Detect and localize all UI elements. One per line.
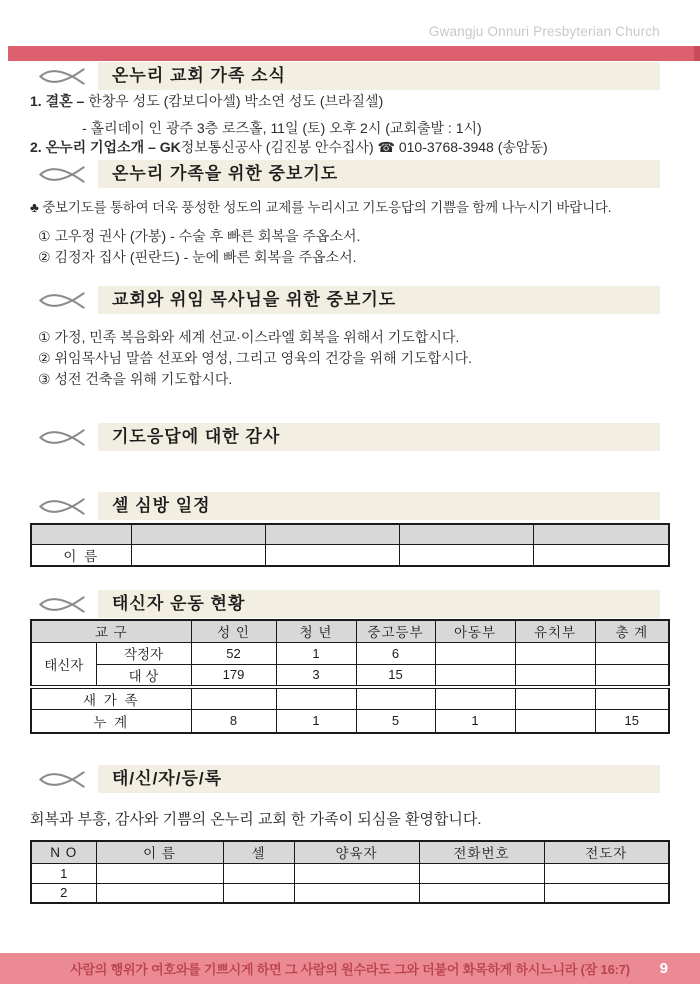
news-item-1-text: 한창우 성도 (캄보디아셀) 박소연 성도 (브라질셀) <box>88 93 384 109</box>
news-item-2 <box>30 139 548 156</box>
news-item-2-suffix: (송암동) <box>497 139 548 155</box>
section-title-registration: 태/신/자/등/록 <box>98 765 660 793</box>
cell-visit-name-label: 이 름 <box>31 544 131 566</box>
fish-icon <box>38 496 86 517</box>
cell-visit-empty-cell <box>131 544 265 566</box>
table-cell <box>515 710 595 733</box>
col-header-adult: 성 인 <box>191 620 276 642</box>
news-item-1-detail: - 홀리데이 인 광주 3층 로즈홀, 11일 (토) 오후 2시 (교회출발 : 1시) <box>82 120 482 136</box>
section-title-taesinja: 태신자 운동 현황 <box>98 590 660 618</box>
col-header-name: 이 름 <box>96 841 223 863</box>
cell-visit-empty-cell <box>533 544 669 566</box>
row-label-committed: 작정자 <box>96 642 191 664</box>
section-header-registration <box>38 765 660 793</box>
taesinja-table <box>30 619 670 734</box>
table-cell: 1 <box>276 710 356 733</box>
section-title-cell-visit: 셀 심방 일정 <box>98 492 660 520</box>
registration-empty-cell <box>223 863 294 883</box>
footer-verse: 사람의 행위가 여호와를 기쁘시게 하면 그 사람의 원수라도 그와 더불어 화목하게 하시느니라 (잠 16:7) <box>70 962 630 977</box>
section-header-thanks <box>38 423 660 451</box>
top-accent-bar <box>8 46 694 61</box>
col-header-cell: 셀 <box>223 841 294 863</box>
news-item-1-label: 1. 결혼 – <box>30 93 85 109</box>
row-label-newfamily: 새 가 족 <box>31 687 191 710</box>
diagonal-header-cell <box>31 524 131 544</box>
cell-visit-header-cell <box>533 524 669 544</box>
col-header-no: N O <box>31 841 96 863</box>
cell-visit-header-cell <box>131 524 265 544</box>
registration-empty-cell <box>419 883 544 903</box>
section-header-family-news <box>38 62 660 90</box>
table-cell <box>356 687 435 710</box>
row-label-cumulative: 누 계 <box>31 710 191 733</box>
section-header-cell-visit <box>38 492 660 520</box>
table-cell <box>595 642 669 664</box>
table-cell: 8 <box>191 710 276 733</box>
top-accent-bar-tip <box>694 46 700 61</box>
table-cell <box>435 642 515 664</box>
col-header-youth: 청 년 <box>276 620 356 642</box>
col-header-phone: 전화번호 <box>419 841 544 863</box>
table-cell <box>595 664 669 687</box>
col-header-kindergarten: 유치부 <box>515 620 595 642</box>
section-title-church-prayer: 교회와 위임 목사님을 위한 중보기도 <box>98 286 660 314</box>
col-header-nurturer: 양육자 <box>294 841 419 863</box>
registration-empty-cell <box>294 863 419 883</box>
registration-empty-cell <box>96 883 223 903</box>
col-header-children: 아동부 <box>435 620 515 642</box>
table-cell: 1 <box>435 710 515 733</box>
page-number: 9 <box>659 960 668 977</box>
table-cell <box>435 687 515 710</box>
table-cell <box>276 687 356 710</box>
col-header-middlehigh: 중고등부 <box>356 620 435 642</box>
registration-welcome-text: 회복과 부흥, 감사와 기쁨의 온누리 교회 한 가족이 되심을 환영합니다. <box>30 811 482 828</box>
registration-empty-cell <box>223 883 294 903</box>
section-title-family-news: 온누리 교회 가족 소식 <box>98 62 660 90</box>
registration-empty-cell <box>96 863 223 883</box>
family-prayer-intro: ♣ 중보기도를 통하여 더욱 풍성한 성도의 교제를 누리시고 기도응답의 기쁨을 함께 나누시기 바랍니다. <box>30 200 612 215</box>
table-cell: 1 <box>276 642 356 664</box>
fish-icon <box>38 427 86 448</box>
footer-bar <box>0 953 700 984</box>
section-title-thanks: 기도응답에 대한 감사 <box>98 423 660 451</box>
col-header-evangelist: 전도자 <box>544 841 669 863</box>
table-cell <box>515 687 595 710</box>
family-prayer-item: ① 고우정 권사 (가봉) - 수술 후 빠른 회복을 주옵소서. <box>38 228 361 244</box>
table-cell: 15 <box>595 710 669 733</box>
fish-icon <box>38 66 86 87</box>
family-prayer-item: ② 김정자 집사 (핀란드) - 눈에 빠른 회복을 주옵소서. <box>38 249 357 265</box>
cell-visit-table <box>30 523 670 567</box>
fish-icon <box>38 290 86 311</box>
cell-visit-empty-cell <box>265 544 399 566</box>
registration-table <box>30 840 670 904</box>
fish-icon <box>38 769 86 790</box>
table-cell: 3 <box>276 664 356 687</box>
col-header-district: 교 구 <box>31 620 191 642</box>
church-prayer-item: ① 가정, 민족 복음화와 세계 선교·이스라엘 회복을 위해서 기도합시다. <box>38 329 460 345</box>
church-name-watermark: Gwangju Onnuri Presbyterian Church <box>428 24 660 39</box>
section-title-family-prayer: 온누리 가족을 위한 중보기도 <box>98 160 660 188</box>
cell-visit-header-cell <box>399 524 533 544</box>
registration-empty-cell <box>544 883 669 903</box>
registration-empty-cell <box>294 883 419 903</box>
section-header-family-prayer <box>38 160 660 188</box>
church-prayer-item: ③ 성전 건축을 위해 기도합시다. <box>38 371 233 387</box>
registration-empty-cell <box>544 863 669 883</box>
table-cell <box>515 642 595 664</box>
table-cell: 52 <box>191 642 276 664</box>
news-item-1 <box>30 93 383 110</box>
table-cell: 5 <box>356 710 435 733</box>
section-header-church-prayer <box>38 286 660 314</box>
table-cell: 15 <box>356 664 435 687</box>
table-cell <box>191 687 276 710</box>
registration-empty-cell <box>419 863 544 883</box>
fish-icon <box>38 594 86 615</box>
section-header-taesinja <box>38 590 660 618</box>
table-cell <box>595 687 669 710</box>
row-label-target: 대 상 <box>96 664 191 687</box>
church-prayer-item: ② 위임목사님 말씀 선포와 영성, 그리고 영육의 건강을 위해 기도합시다. <box>38 350 473 366</box>
news-item-2-phone: 010-3768-3948 <box>398 139 494 155</box>
table-cell <box>435 664 515 687</box>
taesinja-group-label: 태신자 <box>31 642 96 687</box>
news-item-2-label: 2. 온누리 기업소개 – <box>30 139 156 155</box>
col-header-total: 총 계 <box>595 620 669 642</box>
news-item-2-company-bold: GK <box>159 139 181 155</box>
table-cell <box>515 664 595 687</box>
registration-row-no: 1 <box>31 863 96 883</box>
table-cell: 179 <box>191 664 276 687</box>
news-item-2-company: 정보통신공사 (김진봉 안수집사) <box>180 139 374 155</box>
phone-icon: ☎ <box>377 139 395 155</box>
table-cell: 6 <box>356 642 435 664</box>
cell-visit-empty-cell <box>399 544 533 566</box>
cell-visit-header-cell <box>265 524 399 544</box>
fish-icon <box>38 164 86 185</box>
registration-row-no: 2 <box>31 883 96 903</box>
